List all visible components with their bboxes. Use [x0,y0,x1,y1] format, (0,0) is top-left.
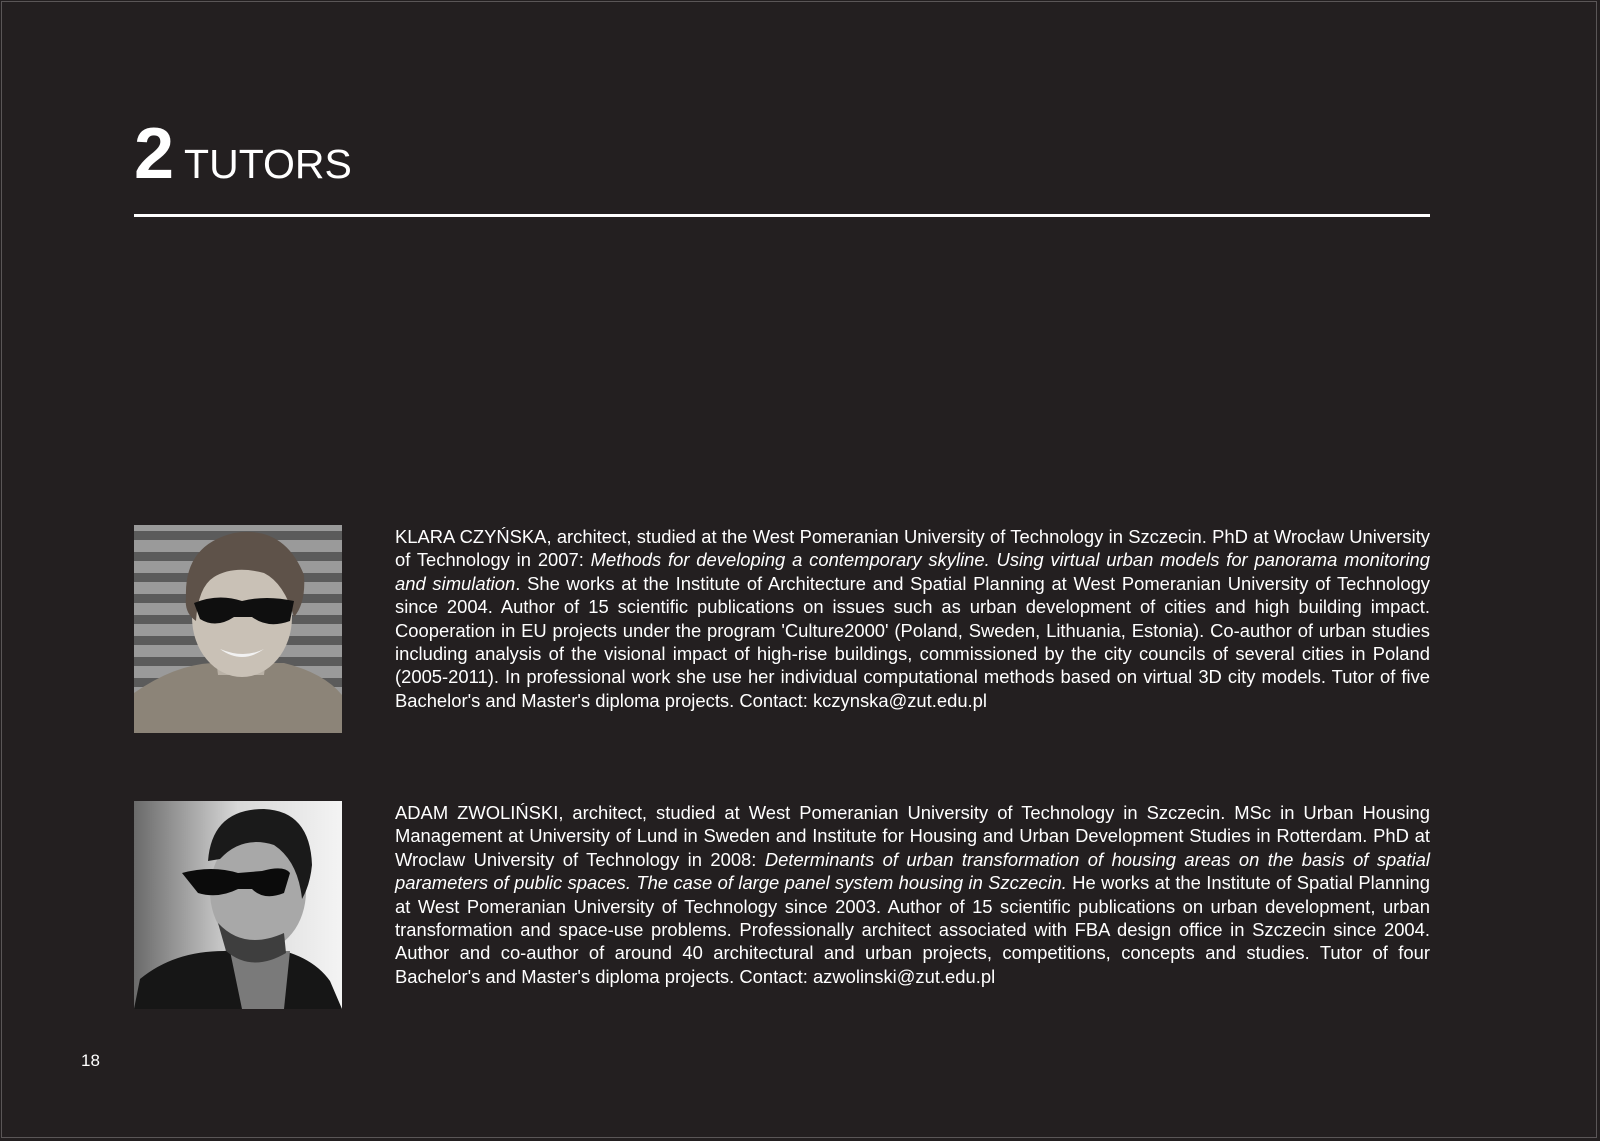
tutor-thesis-title: Determinants of urban transformation of housing areas on the basis of spatial parameters of public spaces. The case of large panel system housing in Szczecin. [395,848,1430,894]
section-title: TUTORS [184,141,352,187]
tutor-photo-klara [134,525,342,733]
tutor-name: ADAM ZWOLIŃSKI [395,802,559,823]
section-heading [134,114,352,194]
heading-divider [134,214,1430,217]
tutor-photo-adam-image [134,801,342,1009]
tutor-bio-text: . She works at the Institute of Architecture and Spatial Planning at West Pomeranian University of Technology since 2004. Author of 15 scientific publications on issues such as urban development of cities and high building impact. Cooperation in EU projects under the program 'Culture2000' (Poland, Sweden, Lithuania, Estonia). Co-author of urban studies including analysis of the visional impact of high-rise buildings, commissioned by the city councils of several cities in Poland (2005-2011). In professional work she use her individual computational methods based on virtual 3D city models. Tutor of five Bachelor's and Master's diploma projects. Contact: kczynska@zut.edu.pl [395,572,1430,711]
tutor-name: KLARA CZYŃSKA [395,526,547,547]
tutor-bio-adam [395,801,1430,988]
tutor-bio-text: , architect, studied at West Pomeranian University of Technology in Szczecin. MSc in Urban Housing Management at University of Lund in Sweden and Institute for Housing and Urban Development Studies in Rotterdam. PhD at Wroclaw University of Technology in 2008: [395,802,1431,870]
tutor-bio-text: He works at the Institute of Spatial Planning at West Pomeranian University of Technology since 2003. Author of 15 scientific publications on urban development, urban transformation and space-use problems. Professionally architect associated with FBA design office in Szczecin since 2004. Author and co-author of around 40 architectural and urban projects, competitions, concepts and studies. Tutor of four Bachelor's and Master's diploma projects. Contact: azwolinski@zut.edu.pl [395,872,1430,987]
tutor-bio-klara [395,525,1430,712]
page-number: 18 [81,1051,100,1070]
tutor-thesis-title: Methods for developing a contemporary skyline. Using virtual urban models for panorama monitoring and simulation [395,549,1430,594]
section-number: 2 [134,114,173,194]
tutor-photo-klara-image [134,525,342,733]
tutor-photo-adam [134,801,342,1009]
tutor-bio-text: , architect, studied at the West Pomeranian University of Technology in Szczecin. PhD at Wrocław University of Technology in 2007: [395,526,1431,571]
